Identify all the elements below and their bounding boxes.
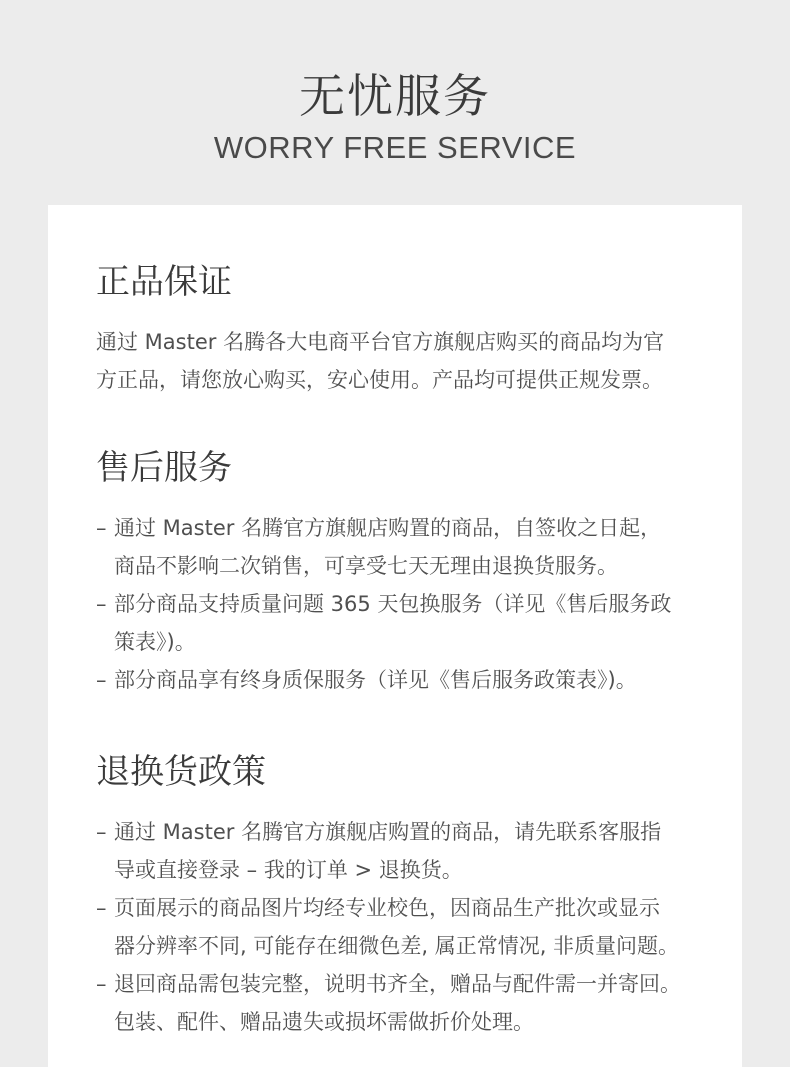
hero-banner (0, 0, 790, 205)
after-sales-list (96, 509, 716, 699)
list-item-line: 页面展示的商品图片均经专业校色，因商品生产批次或显示 (114, 896, 660, 920)
list-marker: – (96, 820, 107, 844)
list-marker: – (96, 972, 107, 996)
section-title-after-sales: 售后服务 (96, 448, 232, 488)
list-item (96, 965, 716, 1041)
list-item-line: 通过 Master 名腾官方旗舰店购置的商品，请先联系客服指 (114, 820, 662, 844)
paragraph-line: 方正品，请您放心购买，安心使用。产品均可提供正规发票。 (96, 368, 663, 392)
list-item-line: 包装、配件、赠品遗失或损坏需做折价处理。 (114, 1010, 534, 1034)
list-item-line: 部分商品支持质量问题 365 天包换服务（详见《售后服务政 (114, 592, 672, 616)
return-policy-list (96, 813, 716, 1041)
list-item-line: 器分辨率不同, 可能存在细微色差, 属正常情况, 非质量问题。 (114, 934, 680, 958)
list-item (96, 585, 716, 661)
list-item (96, 813, 716, 889)
content-card (48, 205, 742, 1067)
list-item-line: 通过 Master 名腾官方旗舰店购置的商品，自签收之日起， (114, 516, 662, 540)
list-marker: – (96, 896, 107, 920)
list-item (96, 509, 716, 585)
list-marker: – (96, 668, 107, 692)
list-marker: – (96, 516, 107, 540)
list-item (96, 889, 716, 965)
list-item-line: 部分商品享有终身质保服务（详见《售后服务政策表》)。 (114, 668, 637, 692)
list-item-line: 商品不影响二次销售，可享受七天无理由退换货服务。 (114, 554, 618, 578)
list-marker: – (96, 592, 107, 616)
paragraph-line: 通过 Master 名腾各大电商平台官方旗舰店购买的商品均为官 (96, 330, 665, 354)
page-subtitle: WORRY FREE SERVICE (213, 130, 577, 165)
list-item-line: 策表》)。 (114, 630, 196, 654)
section-paragraph-genuine (96, 323, 706, 399)
section-title-return-policy: 退换货政策 (96, 752, 266, 792)
list-item-line: 退回商品需包装完整，说明书齐全，赠品与配件需一并寄回。 (114, 972, 681, 996)
page-title: 无忧服务 (299, 69, 491, 123)
list-item (96, 661, 716, 699)
section-title-genuine: 正品保证 (96, 262, 232, 302)
list-item-line: 导或直接登录 – 我的订单 > 退换货。 (114, 858, 463, 882)
